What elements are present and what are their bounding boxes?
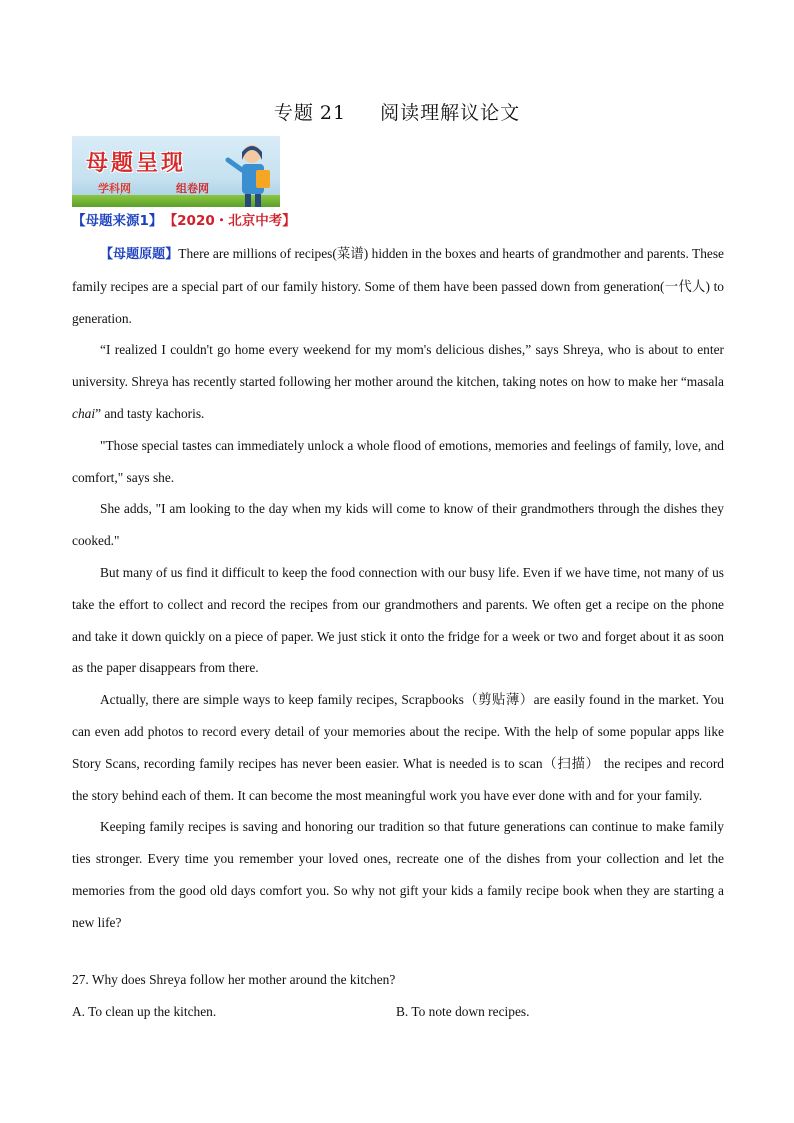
passage-paragraph-1: 【母题原题】There are millions of recipes(菜谱) hidden in the boxes and hearts of grandmother and parents. These family recipes are a special part of our family history. Some of them have been passed down from generation(一代人) to generation. [72, 246, 724, 326]
passage-paragraph-3: "Those special tastes can immediately unlock a whole flood of emotions, memories and feelings of family, love, and comfort," says she. [72, 437, 724, 485]
title-number: 21 [319, 102, 347, 124]
zujuanwang-logo: 组卷网 [176, 182, 209, 195]
page-title [0, 98, 794, 125]
banner-text: 母题呈现 [86, 151, 187, 176]
xuekewang-logo: 学科网 [98, 182, 131, 195]
source-label: 【母题来源1】 [72, 213, 163, 229]
passage-paragraph-2: “I realized I couldn't go home every weekend for my mom's delicious dishes,” says Shreya, who is about to enter university. Shreya has recently started following her mother around the kitchen, taking notes on how to make her “masala chai” and tasty kachoris. [72, 342, 724, 421]
passage-paragraph-6: Actually, there are simple ways to keep family recipes, Scrapbooks（剪贴薄）are easily found in the market. You can even add photos to record every detail of your memories about the recipe. With the help of some popular apps like Story Scans, recording family recipes has never been easier. What is needed is to scan（扫描） the recipes and record the story behind each of them. It can become the most meaningful work you have ever done with and for your family. [72, 692, 724, 803]
section-banner-image [72, 136, 280, 207]
passage-paragraph-5: But many of us find it difficult to keep the food connection with our busy life. Even if we have time, not many of us take the effort to collect and record the recipes from our grandmothers and parents. We often get a recipe on the phone and take it down quickly on a piece of paper. We just stick it onto the fridge for a week or two and forget about it as soon as the paper disappears from there. [72, 564, 724, 676]
option-a: A. To clean up the kitchen. [72, 1004, 217, 1019]
source-year: 【2020・北京中考】 [170, 213, 296, 229]
title-prefix: 专题 [273, 102, 314, 124]
passage-paragraph-4: She adds, "I am looking to the day when my kids will come to know of their grandmothers through the dishes they cooked." [72, 501, 724, 549]
original-question-label: 【母题原题】 [100, 247, 179, 262]
teacher-figure-icon [222, 140, 278, 207]
title-topic: 阅读理解议论文 [380, 102, 521, 124]
question-stem: 27. Why does Shreya follow her mother around the kitchen? [72, 972, 396, 987]
option-b: B. To note down recipes. [396, 1004, 530, 1019]
passage-paragraph-7: Keeping family recipes is saving and honoring our tradition so that future generations can continue to make family ties stronger. Every time you remember your loved ones, recreate one of the dishes from your collection and let the memories from the good old days comfort you. So why not gift your kids a family recipe book when they are starting a new life? [72, 819, 724, 930]
question-source [72, 209, 296, 229]
reading-passage [72, 238, 724, 939]
